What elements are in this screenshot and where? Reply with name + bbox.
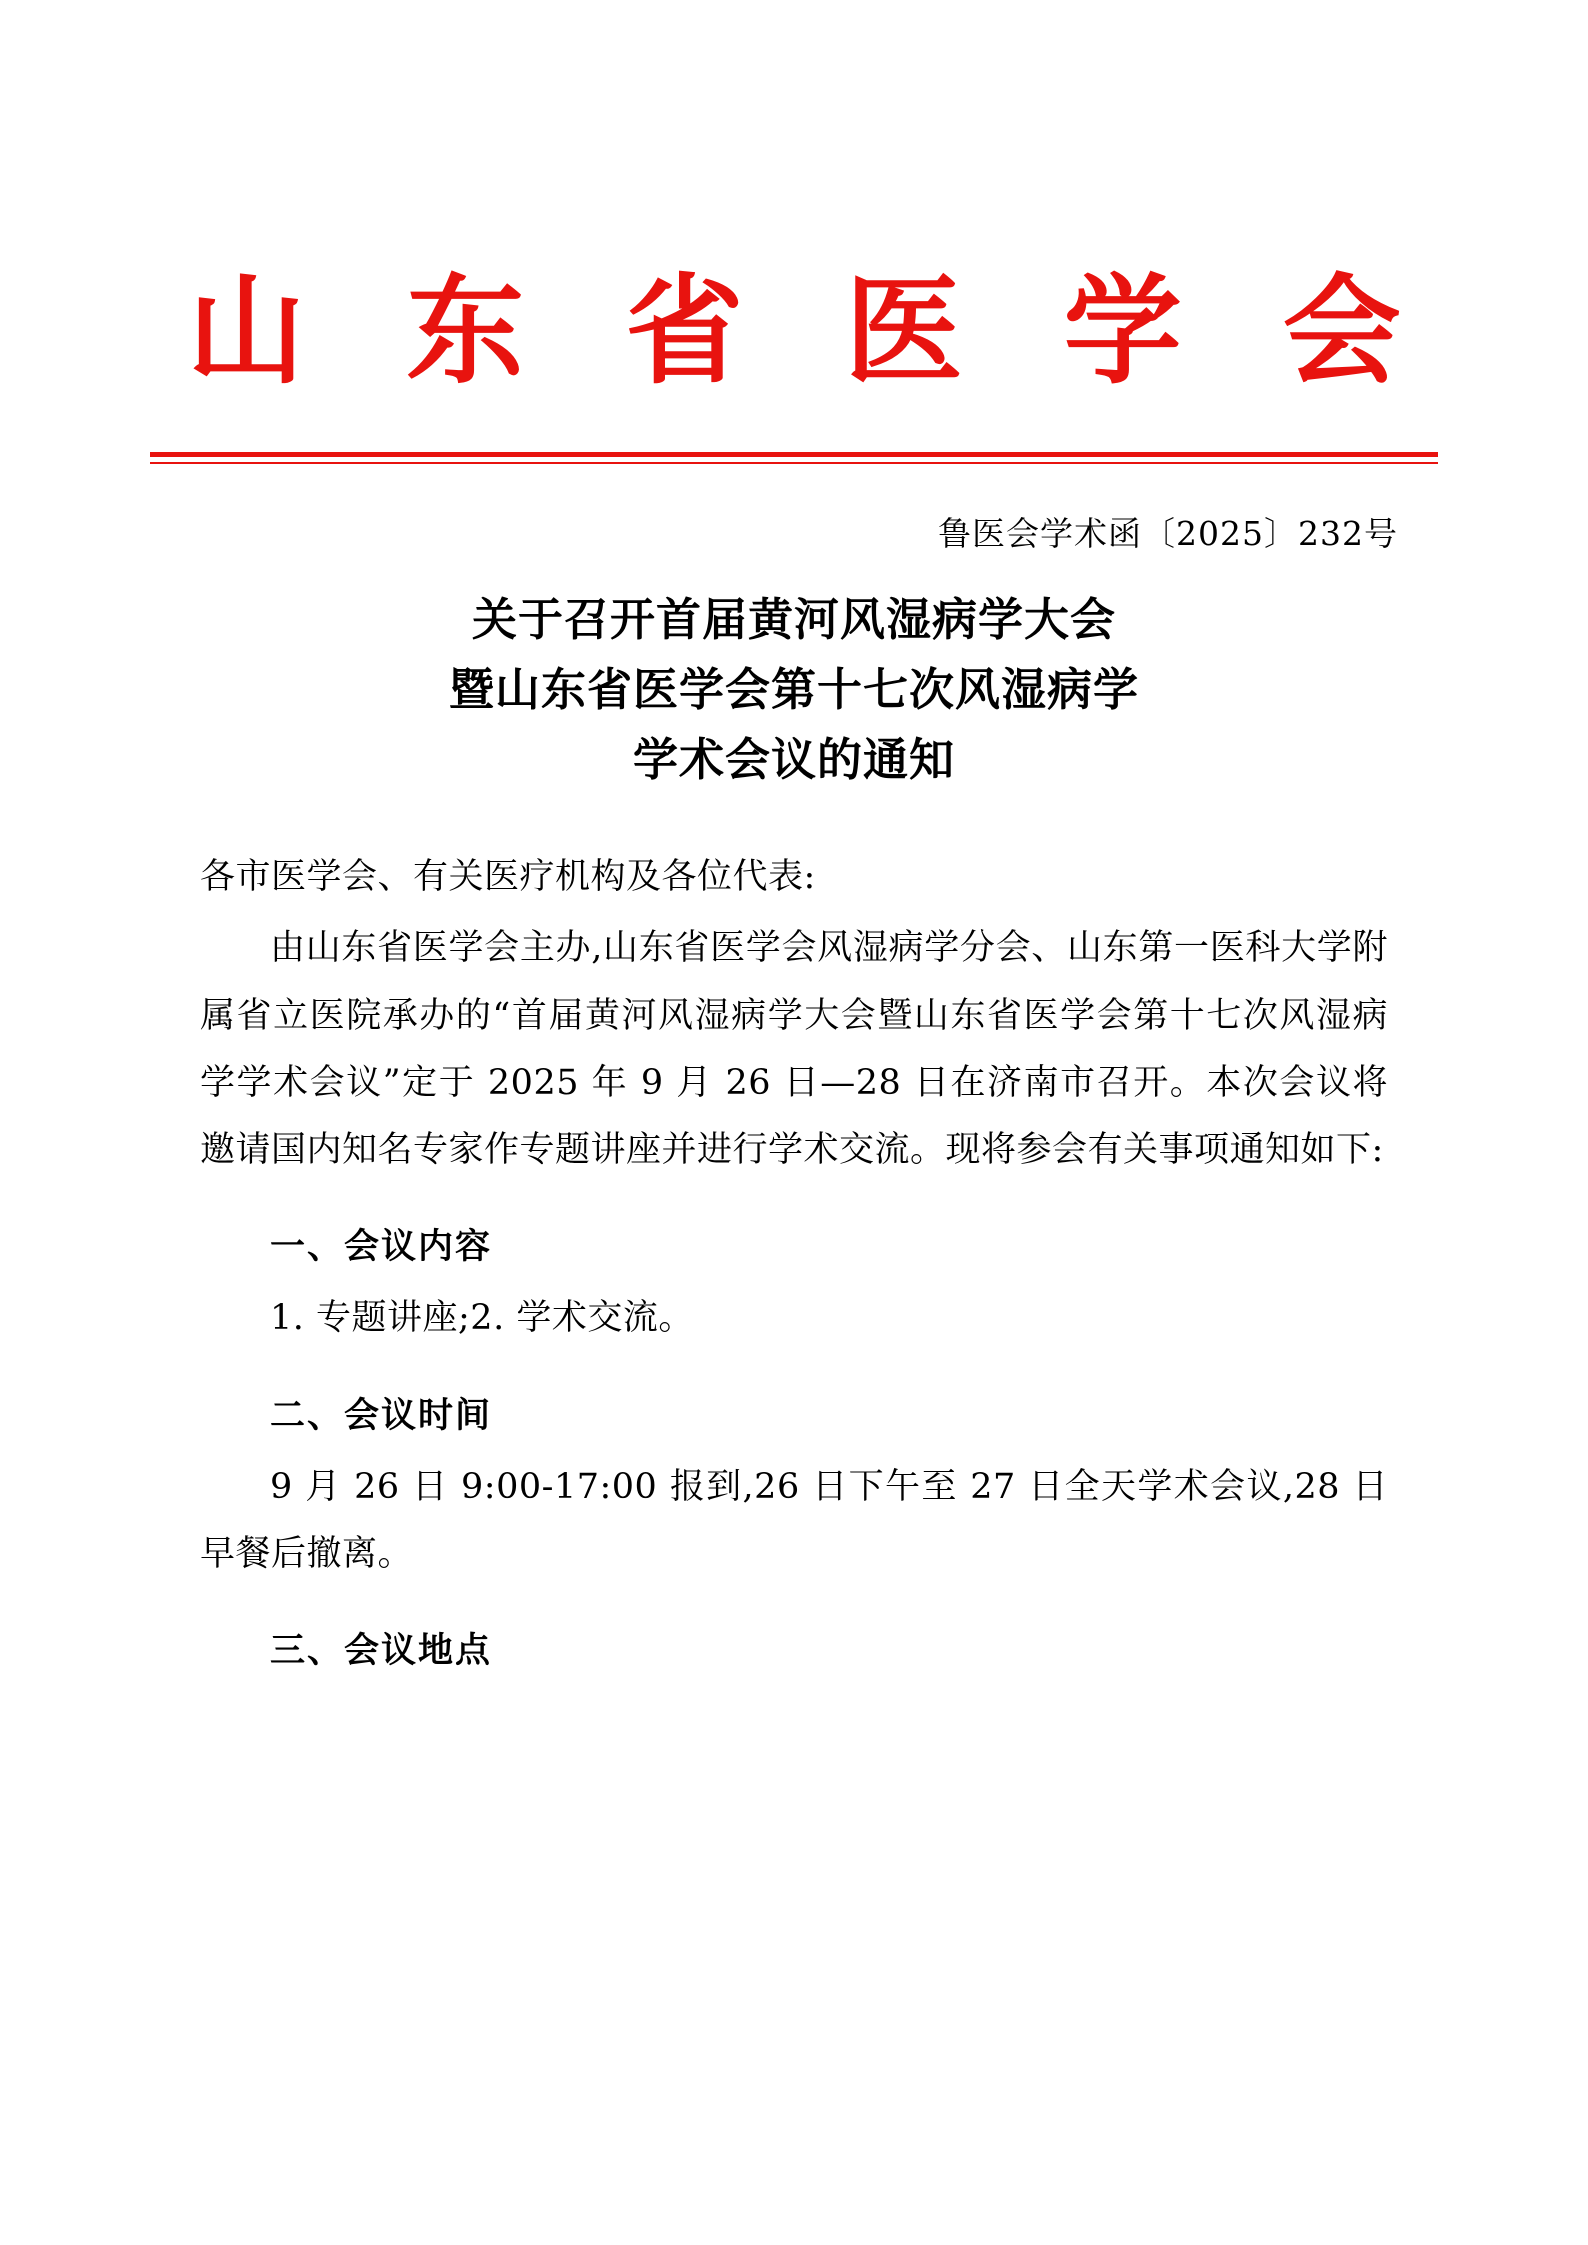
section-text-1: 1. 专题讲座;2. 学术交流。: [270, 1298, 694, 1339]
rule-thin: [150, 462, 1438, 464]
letterhead: [0, 0, 1588, 400]
title-line-1: 关于召开首届黄河风湿病学大会: [471, 593, 1116, 646]
intro-paragraph: 由山东省医学会主办,山东省医学会风湿病学分会、山东第一医科大学附属省立医院承办的“首届黄河风湿病学大会暨山东省医学会第十七次风湿病学学术会议”定于 2025 年 9 月 26 日—28 日在济南市召开。本次会议将邀请国内知名专家作专题讲座并进行学术交流。现将参会有关事项通知如下:: [200, 928, 1388, 1170]
section-heading-2: 二、会议时间: [270, 1395, 493, 1436]
section-heading-1: 一、会议内容: [270, 1227, 493, 1268]
title-line-3: 学术会议的通知: [632, 732, 955, 786]
letterhead-rule: [0, 452, 1588, 464]
section-heading-3: 三、会议地点: [270, 1631, 493, 1672]
section-text-2: 9 月 26 日 9:00-17:00 报到,26 日下午至 27 日全天学术会议,28 日早餐后撤离。: [200, 1466, 1388, 1574]
document-body: [0, 844, 1588, 1685]
salutation: 各市医学会、有关医疗机构及各位代表:: [200, 857, 816, 898]
title-line-2: 暨山东省医学会第十七次风湿病学: [448, 662, 1139, 716]
page-title: [0, 585, 1588, 794]
document-number: 鲁医会学术函〔2025〕232号: [938, 514, 1398, 553]
organization-name: 山 东 省 医 学 会: [187, 261, 1431, 400]
